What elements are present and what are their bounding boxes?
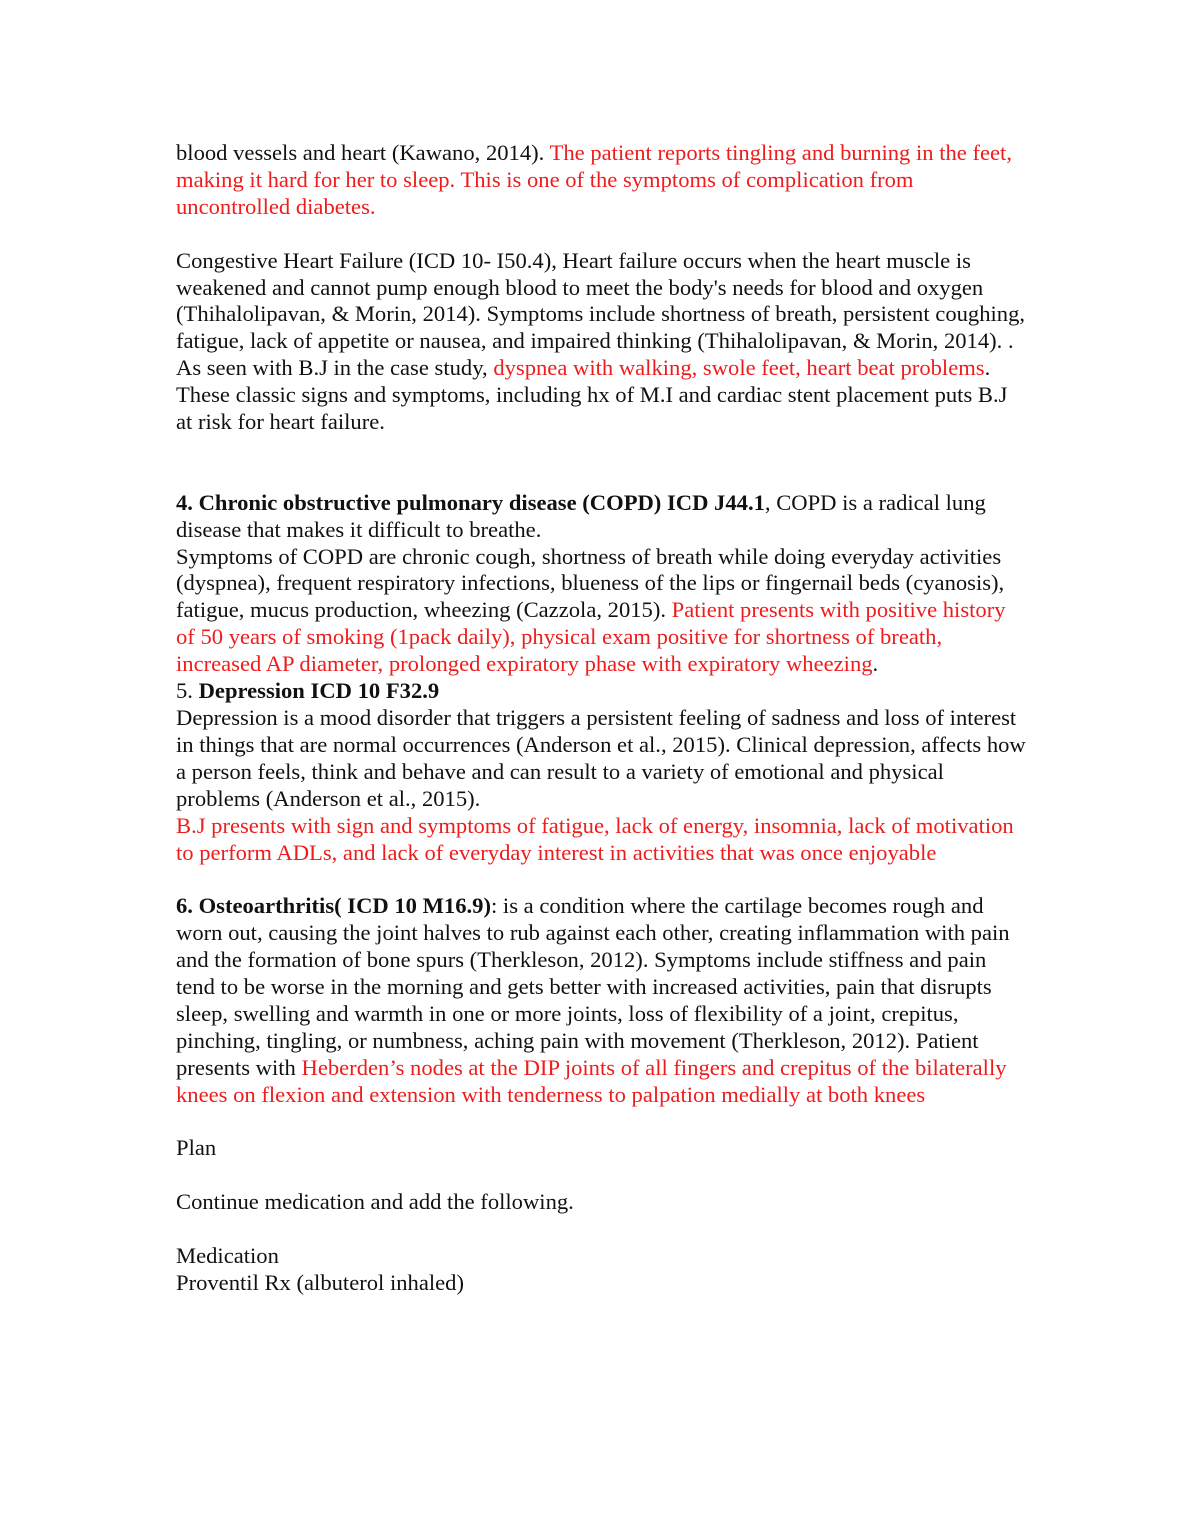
osteoarthritis-paragraph xyxy=(176,893,1026,1108)
depression-highlight: B.J presents with sign and symptoms of fatigue, lack of energy, insomnia, lack of motivation to perform ADLs, and lack of everyday interest in activities that was once enjoyable xyxy=(176,812,1014,865)
copd-paragraph xyxy=(176,490,1026,544)
osteoarthritis-text: : is a condition where the cartilage becomes rough and worn out, causing the joint halves to rub against each other, creating inflammation with pain and the formation of bone spurs (Therkleson, 2012). Symptoms include stiffness and pain tend to be worse in the morning and gets better with increased activities, pain that disrupts sleep, swelling and warmth in one or more joints, loss of flexibility of a joint, crepitus, pinching, tingling, or numbness, aching pain with movement (Therkleson, 2012). Patient presents with xyxy=(176,893,1010,1080)
chf-paragraph xyxy=(176,248,1026,436)
chf-highlight: dyspnea with walking, swole feet, heart beat problems xyxy=(493,355,985,381)
osteoarthritis-heading: 6. Osteoarthritis( ICD 10 M16.9) xyxy=(176,893,491,919)
depression-number: 5. xyxy=(176,678,199,704)
copd-symptoms-paragraph xyxy=(176,544,1026,679)
depression-paragraph: Depression is a mood disorder that triggers a persistent feeling of sadness and loss of interest in things that are normal occurrences (Anderson et al., 2015). Clinical depression, affects how a person feels, think and behave and can result to a variety of emotional and physical problems (Anderson et al., 2015). xyxy=(176,705,1026,811)
diabetes-paragraph xyxy=(176,140,1026,221)
copd-symptoms: Symptoms of COPD are chronic cough, shortness of breath while doing everyday activities (dyspnea), frequent respiratory infections, blueness of the lips or fingernail beds (cyanosis), fatigue, mucus production, wheezing (Cazzola, 2015). xyxy=(176,543,1005,623)
diabetes-highlight: The patient reports tingling and burning in the feet, making it hard for her to sleep. This is one of the symptoms of complication from uncontrolled diabetes. xyxy=(176,140,1012,219)
osteoarthritis-highlight: Heberden’s nodes at the DIP joints of all fingers and crepitus of the bilaterally knees on flexion and extension with tenderness to palpation medially at both knees xyxy=(176,1054,1007,1107)
spacer xyxy=(176,1109,1026,1136)
spacer xyxy=(176,866,1026,893)
medication-heading: Medication xyxy=(176,1243,279,1269)
depression-heading: Depression ICD 10 F32.9 xyxy=(198,678,440,704)
depression-heading-line xyxy=(176,678,1026,705)
copd-highlight: Patient presents with positive history of 50 years of smoking (1pack daily), physical exam positive for shortness of breath, increased AP diameter, prolonged expiratory phase with expiratory wheezing xyxy=(176,597,1006,677)
copd-definition: , COPD is a radical lung disease that makes it difficult to breathe. xyxy=(176,489,986,542)
spacer xyxy=(176,436,1026,490)
spacer xyxy=(176,221,1026,248)
copd-heading: 4. Chronic obstructive pulmonary disease (COPD) ICD J44.1 xyxy=(176,489,765,515)
diabetes-text: blood vessels and heart (Kawano, 2014). xyxy=(176,140,550,165)
plan-intro: Continue medication and add the following. xyxy=(176,1189,574,1215)
plan-heading: Plan xyxy=(176,1135,217,1161)
medication-item: Proventil Rx (albuterol inhaled) xyxy=(176,1269,465,1295)
copd-period: . xyxy=(872,651,879,677)
page-body xyxy=(176,140,1026,1297)
chf-text-end: . These classic signs and symptoms, including hx of M.I and cardiac stent placement puts B.J at risk for heart failure. xyxy=(176,355,1008,435)
chf-text: Congestive Heart Failure (ICD 10- I50.4), Heart failure occurs when the heart muscle is weakened and cannot pump enough blood to meet the body's needs for blood and oxygen (Thihalolipavan, & Morin, 2014). Symptoms include shortness of breath, persistent coughing, fatigue, lack of appetite or nausea, and impaired thinking (Thihalolipavan, & Morin, 2014). . As seen with B.J in the case study, xyxy=(176,247,1026,381)
spacer xyxy=(176,1162,1026,1189)
spacer xyxy=(176,1216,1026,1243)
